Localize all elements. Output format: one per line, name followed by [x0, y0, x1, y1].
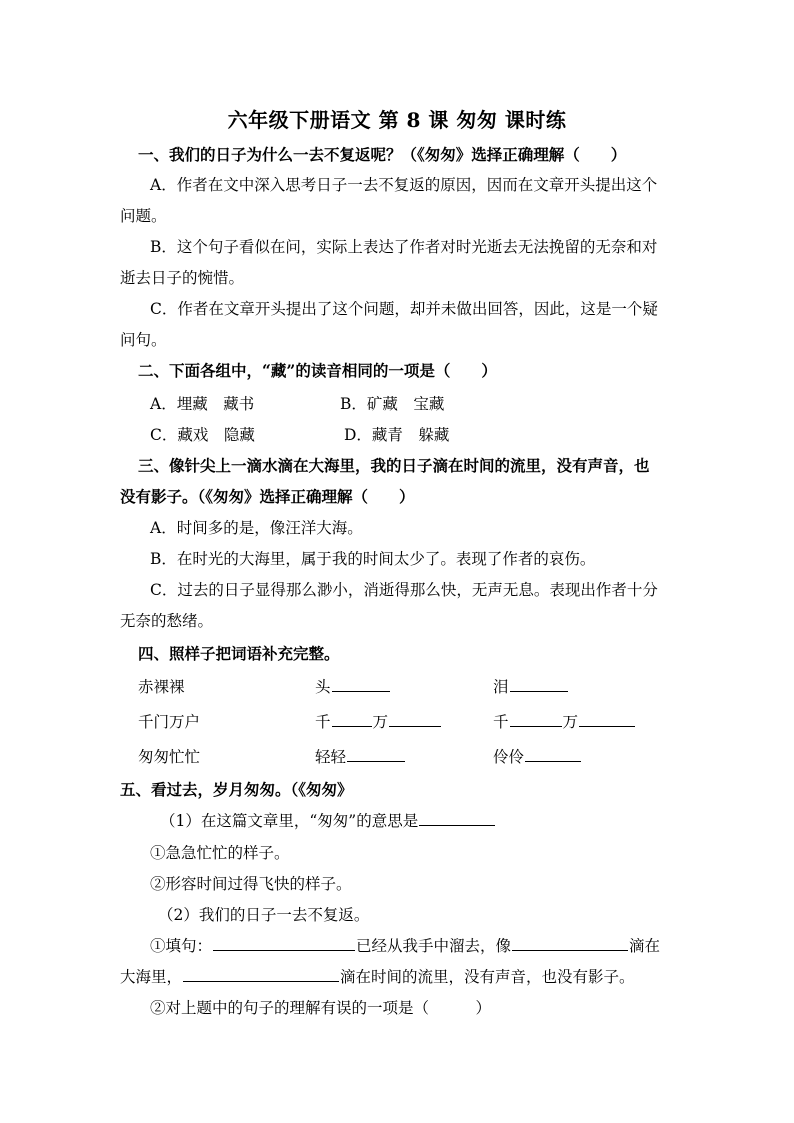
q5-fill-blank-2[interactable] [512, 935, 628, 951]
q4-blank-qian-1[interactable] [332, 711, 372, 727]
q4-blank-wan-2[interactable] [579, 711, 635, 727]
q1-option-a-line2: 问题。 [120, 207, 167, 225]
q5-fill-label: ①填句： [150, 937, 213, 955]
q5-fill-line2 [120, 966, 635, 988]
q4-item-lei-text: 泪 [493, 678, 509, 696]
q1-heading: 一、我们的日子为什么一去不复返呢？（《匆匆》选择正确理解（ ） [138, 145, 627, 164]
q3-option-b: B．在时光的大海里，属于我的时间太少了。表现了作者的哀伤。 [150, 550, 596, 568]
q2-option-d: D．藏青 躲藏 [344, 426, 450, 444]
q3-option-a: A．时间多的是，像汪洋大海。 [150, 519, 363, 537]
q4-item-qian-wan-2 [493, 711, 636, 733]
q4-item-linglin [493, 746, 582, 768]
q4-qian-text-1: 千 [315, 713, 331, 731]
q5-fill-text-1: 已经从我手中溜去，像 [356, 937, 512, 955]
q5-fill-text-3: 大海里， [120, 968, 183, 986]
q1-option-b-line1: B．这个句子看似在问，实际上表达了作者对时光逝去无法挽留的无奈和对 [150, 238, 658, 256]
q4-item-lei [493, 676, 569, 698]
q5-fill-text-2: 滴在 [629, 937, 661, 955]
q4-heading: 四、照样子把词语补充完整。 [138, 644, 340, 663]
q4-blank-tou[interactable] [332, 676, 390, 692]
q1-option-b-line2: 逝去日子的惋惜。 [120, 269, 245, 287]
q3-option-c-line1: C．过去的日子显得那么渺小，消逝得那么快，无声无息。表现出作者十分 [150, 581, 658, 599]
q5-sub1-option2: ②形容时间过得飞快的样子。 [150, 875, 352, 893]
q5-sub1 [160, 810, 496, 832]
q2-heading: 二、下面各组中，“藏”的读音相同的一项是（ ） [138, 361, 497, 380]
q4-linglin-text: 伶伶 [493, 748, 525, 766]
q5-fill-line1 [150, 935, 660, 957]
q4-qian-text-2: 千 [493, 713, 509, 731]
q4-item-qian-wan-1 [315, 711, 442, 733]
q4-blank-lei[interactable] [510, 676, 568, 692]
q5-heading: 五、看过去，岁月匆匆。（《匆匆》 [120, 780, 353, 799]
q5-sub1-option1: ①急急忙忙的样子。 [150, 844, 290, 862]
q4-wan-text-1: 万 [372, 713, 389, 731]
q1-option-c-line2: 问句。 [120, 331, 167, 349]
q4-blank-linglin[interactable] [525, 746, 581, 762]
q4-item-tou [315, 676, 391, 698]
q5-fill-blank-3[interactable] [183, 966, 339, 982]
q4-item-qingqing [315, 746, 406, 768]
q4-wan-text-2: 万 [562, 713, 579, 731]
q5-sub2: （2）我们的日子一去不复返。 [158, 906, 370, 924]
q5-sub1-blank[interactable] [419, 810, 495, 826]
q5-sub2-question2: ②对上题中的句子的理解有误的一项是（ ） [150, 999, 492, 1017]
q4-blank-qian-2[interactable] [510, 711, 562, 727]
q4-example-1: 赤裸裸 [138, 678, 185, 696]
q4-item-tou-text: 头 [315, 678, 331, 696]
q3-heading-line1: 三、像针尖上一滴水滴在大海里，我的日子滴在时间的流里，没有声音，也 [138, 456, 650, 475]
q4-blank-wan-1[interactable] [389, 711, 441, 727]
q5-fill-blank-1[interactable] [213, 935, 355, 951]
q5-sub1-text: （1）在这篇文章里，“匆匆”的意思是 [160, 812, 419, 830]
q4-example-3: 匆匆忙忙 [138, 748, 201, 766]
q4-blank-qingqing[interactable] [347, 746, 405, 762]
q2-option-b: B．矿藏 宝藏 [340, 395, 445, 413]
page-title: 六年级下册语文 第 8 课 匆匆 课时练 [227, 108, 567, 132]
q5-fill-text-4: 滴在时间的流里，没有声音，也没有影子。 [340, 968, 635, 986]
q1-option-a-line1: A．作者在文中深入思考日子一去不复返的原因，因而在文章开头提出这个 [150, 176, 658, 194]
q2-option-a: A．埋藏 藏书 [150, 395, 255, 413]
q1-option-c-line1: C．作者在文章开头提出了这个问题，却并未做出回答，因此，这是一个疑 [150, 300, 658, 318]
q4-example-2: 千门万户 [138, 713, 201, 731]
q3-heading-line2: 没有影子。（《匆匆》选择正确理解（ ） [120, 487, 415, 506]
q2-option-c: C．藏戏 隐藏 [150, 426, 255, 444]
q4-qingqing-text: 轻轻 [315, 748, 347, 766]
q3-option-c-line2: 无奈的愁绪。 [120, 612, 214, 630]
